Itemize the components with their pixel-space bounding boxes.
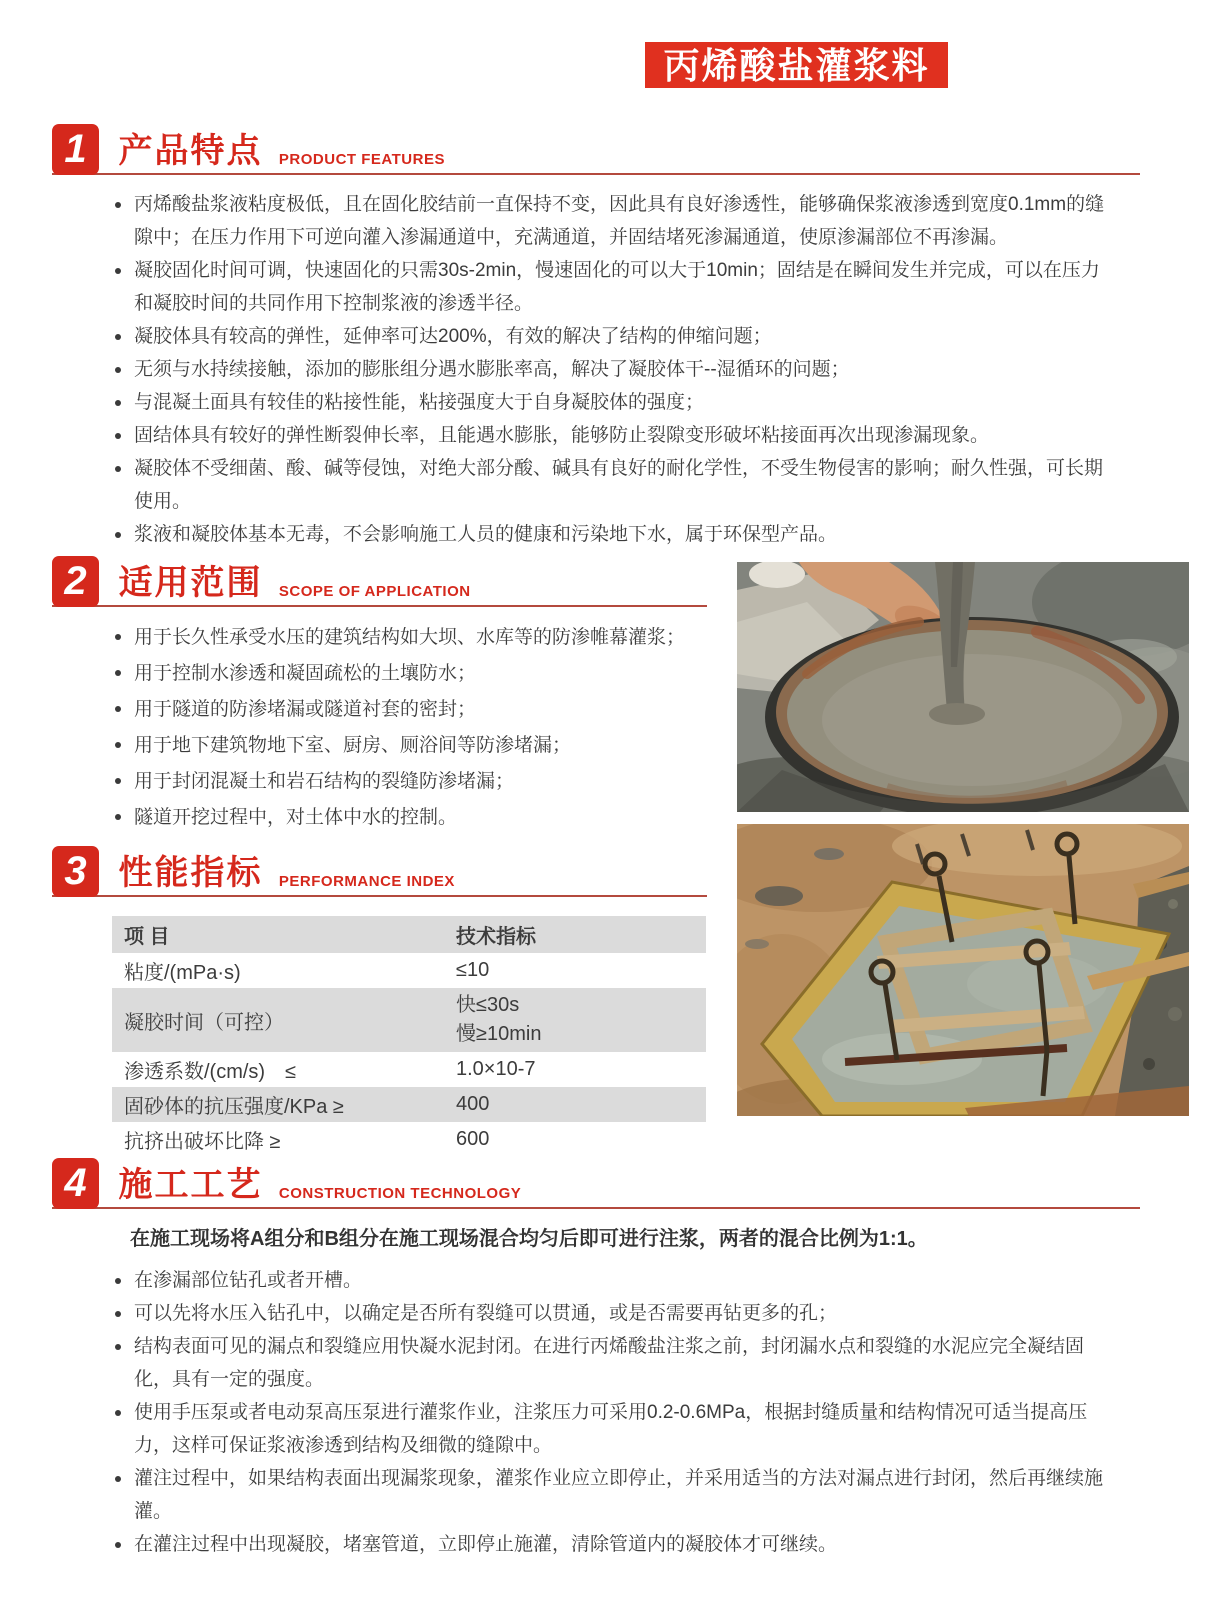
section-number-badge: 3 — [52, 846, 99, 897]
table-row — [112, 988, 706, 1052]
table-cell-value: 600 — [456, 1128, 490, 1150]
list-item-text: 用于控制水渗透和凝固疏松的土壤防水； — [134, 663, 477, 684]
section-title-en: PRODUCT FEATURES — [278, 151, 445, 168]
table-cell-item: 抗挤出破坏比降 ≥ — [124, 1131, 281, 1153]
list-item — [110, 254, 1116, 320]
list-item — [110, 452, 1116, 518]
section-number-badge: 4 — [52, 1158, 99, 1209]
list-item-text: 在灌注过程中出现凝胶，堵塞管道，立即停止施灌，清除管道内的凝胶体才可继续。 — [134, 1534, 838, 1555]
list-item — [110, 1297, 1116, 1330]
feature-list — [52, 188, 1140, 551]
section-title-zh: 产品特点 — [118, 132, 263, 170]
table-row — [112, 1087, 706, 1122]
table-row — [112, 1052, 706, 1087]
section-rule — [52, 895, 707, 897]
list-item-text: 在渗漏部位钻孔或者开槽。 — [134, 1270, 363, 1291]
section-header — [52, 124, 1140, 178]
section-number-badge: 2 — [52, 556, 99, 607]
product-title-banner: 丙烯酸盐灌浆料 — [645, 42, 948, 88]
list-item-text: 用于长久性承受水压的建筑结构如大坝、水库等的防渗帷幕灌浆； — [134, 627, 686, 648]
list-item-text: 固结体具有较好的弹性断裂伸长率，且能遇水膨胀，能够防止裂隙变形破坏粘接面再次出现渗漏现象。 — [134, 425, 990, 446]
table-cell-item: 粘度/(mPa·s) — [124, 962, 241, 984]
table-header-value: 技术指标 — [456, 926, 536, 948]
section-header — [52, 556, 712, 610]
list-item — [110, 764, 688, 799]
section-product-features — [52, 124, 1140, 551]
list-item-text: 用于隧道的防渗堵漏或隧道衬套的密封； — [134, 699, 477, 720]
table-cell-value-line: 慢≥10min — [456, 1023, 542, 1045]
table-cell-value: ≤10 — [456, 959, 490, 981]
list-item — [110, 800, 688, 835]
list-item-text: 浆液和凝胶体基本无毒，不会影响施工人员的健康和污染地下水，属于环保型产品。 — [134, 524, 838, 545]
construction-step-list — [52, 1264, 1140, 1561]
list-item — [110, 353, 1116, 386]
table-header-item: 项 目 — [124, 926, 170, 948]
section-title-zh: 施工工艺 — [118, 1166, 263, 1204]
formwork-grouting-photo — [737, 824, 1189, 1116]
list-item — [110, 188, 1116, 254]
table-cell-item: 渗透系数/(cm/s) ≤ — [124, 1061, 297, 1083]
table-cell-value: 400 — [456, 1093, 490, 1115]
section-rule — [52, 1207, 1140, 1209]
section-title-zh: 适用范围 — [118, 564, 263, 602]
section-scope-of-application — [52, 556, 712, 836]
list-item-text: 灌注过程中，如果结构表面出现漏浆现象，灌浆作业应立即停止，并采用适当的方法对漏点进行封闭，然后再继续施灌。 — [134, 1468, 1104, 1522]
list-item — [110, 386, 1116, 419]
performance-table — [112, 916, 706, 1157]
list-item-text: 与混凝土面具有较佳的粘接性能，粘接强度大于自身凝胶体的强度； — [134, 392, 705, 413]
formwork-grouting-illustration — [737, 824, 1189, 1116]
list-item — [110, 419, 1116, 452]
list-item — [110, 1330, 1116, 1396]
section-header — [52, 1158, 1140, 1212]
list-item — [110, 1528, 1116, 1561]
list-item-text: 可以先将水压入钻孔中，以确定是否所有裂缝可以贯通，或是否需要再钻更多的孔； — [134, 1303, 838, 1324]
grout-mixing-photo — [737, 562, 1189, 812]
table-row — [112, 1122, 706, 1157]
table-header-row — [112, 916, 706, 953]
list-item — [110, 1462, 1116, 1528]
list-item-text: 隧道开挖过程中，对土体中水的控制。 — [134, 807, 458, 828]
list-item-text: 凝胶体不受细菌、酸、碱等侵蚀，对绝大部分酸、碱具有良好的耐化学性，不受生物侵害的影响；耐久性强，可长期使用。 — [134, 458, 1104, 512]
mixing-ratio-intro: 在施工现场将A组分和B组分在施工现场混合均匀后即可进行注浆，两者的混合比例为1:1。 — [130, 1228, 928, 1250]
section-title-en: CONSTRUCTION TECHNOLOGY — [278, 1185, 522, 1202]
list-item-text: 无须与水持续接触，添加的膨胀组分遇水膨胀率高，解决了凝胶体干--湿循环的问题； — [134, 359, 850, 380]
list-item-text: 用于地下建筑物地下室、厨房、厕浴间等防渗堵漏； — [134, 735, 572, 756]
table-cell-item: 凝胶时间（可控） — [124, 1011, 284, 1034]
list-item — [110, 518, 1116, 551]
list-item — [110, 620, 688, 655]
section-title-en: SCOPE OF APPLICATION — [278, 583, 471, 600]
section-title-zh: 性能指标 — [118, 854, 263, 892]
list-item — [110, 1396, 1116, 1462]
list-item — [110, 1264, 1116, 1297]
list-item — [110, 728, 688, 763]
table-cell-value: 1.0×10-7 — [456, 1058, 536, 1080]
list-item-text: 凝胶固化时间可调，快速固化的只需30s-2min，慢速固化的可以大于10min；固结是在瞬间发生并完成，可以在压力和凝胶时间的共同作用下控制浆液的渗透半径。 — [134, 260, 1100, 314]
section-rule — [52, 605, 707, 607]
list-item-text: 丙烯酸盐浆液粘度极低，且在固化胶结前一直保持不变，因此具有良好渗透性，能够确保浆液渗透到宽度0.1mm的缝隙中；在压力作用下可逆向灌入渗漏通道中，充满通道，并固结堵死渗漏通道，使原渗漏部位不再渗漏。 — [134, 194, 1105, 248]
list-item-text: 使用手压泵或者电动泵高压泵进行灌浆作业，注浆压力可采用0.2-0.6MPa，根据封缝质量和结构情况可适当提高压力，这样可保证浆液渗透到结构及细微的缝隙中。 — [134, 1402, 1088, 1456]
section-header — [52, 846, 712, 900]
list-item — [110, 656, 688, 691]
section-title-en: PERFORMANCE INDEX — [278, 873, 455, 890]
list-item — [110, 320, 1116, 353]
list-item-text: 凝胶体具有较高的弹性，延伸率可达200%，有效的解决了结构的伸缩问题； — [134, 326, 772, 347]
section-rule — [52, 173, 1140, 175]
section-construction-technology — [52, 1158, 1140, 1561]
section-performance-index — [52, 846, 712, 1157]
table-cell-value-line: 快≤30s — [456, 994, 520, 1016]
grout-mixing-illustration — [737, 562, 1189, 812]
application-list — [52, 620, 712, 835]
section-number-badge: 1 — [52, 124, 99, 175]
table-row — [112, 953, 706, 988]
table-cell-item: 固砂体的抗压强度/KPa ≥ — [124, 1096, 344, 1118]
table-cell-value — [444, 988, 706, 1052]
list-item-text: 结构表面可见的漏点和裂缝应用快凝水泥封闭。在进行丙烯酸盐注浆之前，封闭漏水点和裂缝的水泥应完全凝结固化，具有一定的强度。 — [134, 1336, 1085, 1390]
list-item — [110, 692, 688, 727]
list-item-text: 用于封闭混凝土和岩石结构的裂缝防渗堵漏； — [134, 771, 515, 792]
